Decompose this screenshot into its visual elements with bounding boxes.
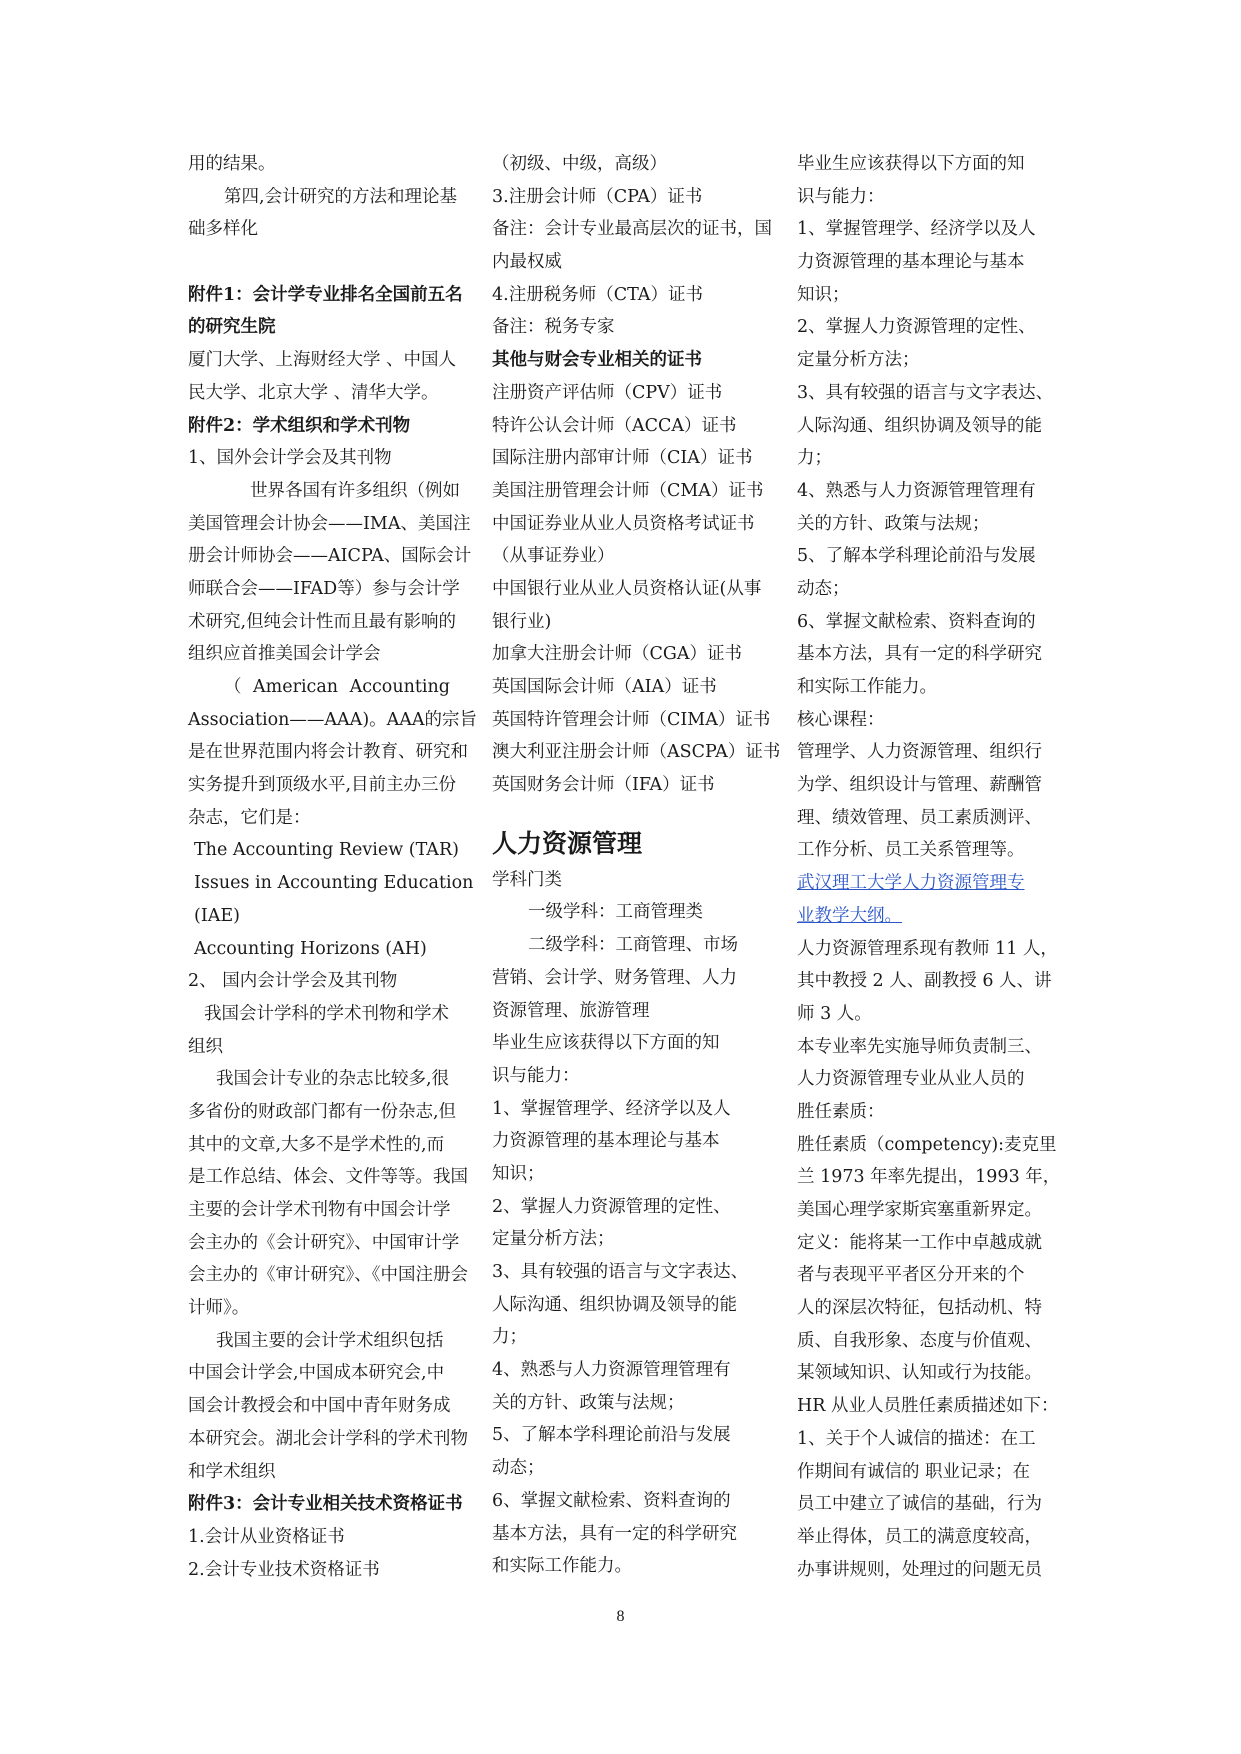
other-certificates-heading: 其他与财会专业相关的证书 <box>492 350 702 371</box>
syllabus-link-line <box>797 900 1063 933</box>
text-line: 组织 <box>188 1036 223 1057</box>
text-line: 英国国际会计师（AIA）证书 <box>492 677 717 697</box>
text-line: 会主办的《会计研究》、中国审计学 <box>188 1232 460 1253</box>
text-line: 核心课程： <box>797 709 885 730</box>
text-line: 民大学、北京大学 、清华大学。 <box>188 382 439 403</box>
text-line: 动态； <box>797 578 850 599</box>
text-line: 是在世界范围内将会计教育、研究和 <box>188 742 468 763</box>
text-line: 定量分析方法； <box>797 350 920 371</box>
text-line: 人际沟通、组织协调及领导的能 <box>492 1294 737 1315</box>
text-line: 我国会计学科的学术刊物和学术 <box>204 1003 449 1024</box>
text-line: 作期间有诚信的 职业记录；在 <box>797 1461 1031 1482</box>
text-line: 澳大利亚注册会计师（ASCPA）证书 <box>492 742 781 763</box>
column-1 <box>188 148 478 1586</box>
appendix-1-heading-cont: 的研究生院 <box>188 317 276 338</box>
text-line: 某领域知识、认知或行为技能。 <box>797 1363 1042 1384</box>
text-line: 特许公认会计师（ACCA）证书 <box>492 415 737 436</box>
text-line: 5、了解本学科理论前沿与发展 <box>492 1425 731 1446</box>
text-line: 册会计师协会——AICPA、国际会计 <box>188 546 472 567</box>
text-line: （从事证券业） <box>492 546 615 567</box>
text-line: 1、掌握管理学、经济学以及人 <box>797 219 1036 240</box>
text-line: 2、掌握人力资源管理的定性、 <box>492 1196 731 1217</box>
text-line: 定量分析方法； <box>492 1229 615 1250</box>
text-line: 第四,会计研究的方法和理论基 <box>224 186 458 207</box>
text-line: 师 3 人。 <box>797 1003 872 1024</box>
text-line: 毕业生应该获得以下方面的知 <box>797 154 1025 174</box>
text-line: 3.注册会计师（CPA）证书 <box>492 186 703 207</box>
text-line: 识与能力： <box>797 186 885 207</box>
text-line: 会主办的《审计研究》、《中国注册会 <box>188 1265 468 1286</box>
text-line: 兰 1973 年率先提出，1993 年， <box>797 1167 1061 1188</box>
text-line: 实务提升到顶级水平,目前主办三份 <box>188 775 457 796</box>
text-line: 美国注册管理会计师（CMA）证书 <box>492 480 764 501</box>
text-line: 备注：会计专业最高层次的证书，国 <box>492 219 772 240</box>
text-line: 4.注册税务师（CTA）证书 <box>492 284 703 305</box>
text-line: 和学术组织 <box>188 1461 276 1482</box>
text-line: 3、具有较强的语言与文字表达、 <box>797 382 1054 403</box>
text-line: 师联合会——IFAD等）参与会计学 <box>188 578 460 599</box>
text-line: 组织应首推美国会计学会 <box>188 644 381 665</box>
text-line: 关的方针、政策与法规； <box>797 513 990 534</box>
text-line: 2、 国内会计学会及其刊物 <box>188 971 398 992</box>
text-line: 营销、会计学、财务管理、人力 <box>492 967 737 988</box>
journal-title: Issues in Accounting Education <box>194 873 474 894</box>
text-line: 管理学、人力资源管理、组织行 <box>797 742 1042 763</box>
text-line: 中国银行业从业人员资格认证(从事 <box>492 578 762 599</box>
text-line: 多省份的财政部门都有一份杂志,但 <box>188 1101 457 1122</box>
text-line: 4、熟悉与人力资源管理管理有 <box>492 1360 731 1381</box>
text-line: 力； <box>492 1327 527 1348</box>
journal-title: Accounting Horizons (AH) <box>194 938 427 959</box>
text-line: 员工中建立了诚信的基础，行为 <box>797 1494 1042 1515</box>
text-line: 和实际工作能力。 <box>492 1556 632 1577</box>
text-line: 加拿大注册会计师（CGA）证书 <box>492 644 743 665</box>
appendix-3-heading: 附件3：会计专业相关技术资格证书 <box>188 1494 463 1515</box>
text-line: 力； <box>797 448 832 469</box>
journal-title: (IAE) <box>194 905 240 926</box>
text-line: 本专业率先实施导师负责制三、 <box>797 1036 1042 1057</box>
text-line: 二级学科：工商管理、市场 <box>528 935 738 956</box>
text-line: 资源管理、旅游管理 <box>492 1000 650 1021</box>
syllabus-link[interactable]: 武汉理工大学人力资源管理专 <box>797 873 1025 894</box>
text-line: 3、具有较强的语言与文字表达、 <box>492 1262 749 1282</box>
text-line: 和实际工作能力。 <box>797 677 937 697</box>
appendix-1-heading: 附件1：会计学专业排名全国前五名 <box>188 284 463 305</box>
text-line: 备注：税务专家 <box>492 317 615 338</box>
text-line: 6、掌握文献检索、资料查询的 <box>797 611 1036 632</box>
text-line: 知识； <box>797 284 850 305</box>
text-line: 为学、组织设计与管理、薪酬管 <box>797 775 1042 796</box>
text-line: 毕业生应该获得以下方面的知 <box>492 1033 720 1054</box>
text-line: 者与表现平平者区分开来的个 <box>797 1265 1025 1286</box>
text-line: 用的结果。 <box>188 154 276 174</box>
appendix-2-heading: 附件2：学术组织和学术刊物 <box>188 415 411 436</box>
section-heading: 人力资源管理 <box>492 828 643 858</box>
text-line: 知识； <box>492 1163 545 1184</box>
blank-line <box>188 246 450 279</box>
text-line: 力资源管理的基本理论与基本 <box>492 1131 720 1152</box>
text-line: 办事讲规则，处理过的问题无员 <box>797 1559 1042 1580</box>
text-fragment: American <box>253 677 339 697</box>
text-line: 内最权威 <box>492 252 562 273</box>
text-line: 术研究,但纯会计性而且最有影响的 <box>188 611 457 632</box>
text-line: 人际沟通、组织协调及领导的能 <box>797 415 1042 436</box>
text-line: 中国会计学会,中国成本研究会,中 <box>188 1363 445 1384</box>
text-line: 注册资产评估师（CPV）证书 <box>492 382 723 403</box>
text-line: 胜任素质： <box>797 1101 885 1122</box>
text-line: 识与能力： <box>492 1065 580 1086</box>
text-line: 国际注册内部审计师（CIA）证书 <box>492 448 753 469</box>
text-line: 人力资源管理专业从业人员的 <box>797 1069 1025 1090</box>
text-line: 4、熟悉与人力资源管理管理有 <box>797 480 1036 501</box>
text-line: 工作分析、员工关系管理等。 <box>797 840 1025 861</box>
text-line: 举止得体，员工的满意度较高， <box>797 1526 1042 1547</box>
syllabus-link-line <box>797 867 1063 900</box>
text-line: 美国管理会计协会——IMA、美国注 <box>188 513 471 534</box>
text-line: 英国特许管理会计师（CIMA）证书 <box>492 709 771 730</box>
text-line: 力资源管理的基本理论与基本 <box>797 252 1025 273</box>
text-line: 2、掌握人力资源管理的定性、 <box>797 317 1036 338</box>
text-line: 学科门类 <box>492 869 562 890</box>
text-line: 1、掌握管理学、经济学以及人 <box>492 1098 731 1119</box>
text-line: 计师》。 <box>188 1298 250 1319</box>
text-line: 人的深层次特征，包括动机、特 <box>797 1298 1042 1319</box>
text-line: 世界各国有许多组织（例如 <box>250 480 460 501</box>
text-line: 我国主要的会计学术组织包括 <box>216 1330 444 1351</box>
text-line: 动态； <box>492 1458 545 1479</box>
text-line: 2.会计专业技术资格证书 <box>188 1559 380 1580</box>
column-3 <box>797 148 1063 1586</box>
text-line: 5、了解本学科理论前沿与发展 <box>797 546 1036 567</box>
text-fragment: （ <box>224 677 242 697</box>
text-line: 是工作总结、体会、文件等等。我国 <box>188 1167 468 1188</box>
text-line: 关的方针、政策与法规； <box>492 1392 685 1413</box>
text-line: 一级学科：工商管理类 <box>528 902 703 923</box>
page-number: 8 <box>616 1608 625 1625</box>
text-line: 人力资源管理系现有教师 11 人， <box>797 938 1058 959</box>
text-line: 国会计教授会和中国中青年财务成 <box>188 1396 451 1417</box>
text-line: （初级、中级，高级） <box>492 154 667 174</box>
column-2 <box>492 148 781 1583</box>
text-line: 我国会计专业的杂志比较多,很 <box>216 1069 450 1090</box>
journal-title: The Accounting Review (TAR) <box>194 840 459 861</box>
text-line: 美国心理学家斯宾塞重新界定。 <box>797 1200 1042 1220</box>
syllabus-link-cont[interactable]: 业教学大纲。 <box>797 905 902 926</box>
text-line: 理、绩效管理、员工素质测评、 <box>797 807 1042 828</box>
text-line: 杂志，它们是： <box>188 807 311 828</box>
text-line: 质、自我形象、态度与价值观、 <box>797 1330 1042 1351</box>
text-line: 银行业) <box>492 611 552 632</box>
text-line: 定义：能将某一工作中卓越成就 <box>797 1232 1042 1253</box>
text-line: 1.会计从业资格证书 <box>188 1526 345 1547</box>
text-line: 其中教授 2 人、副教授 6 人、讲 <box>797 971 1052 992</box>
text-line: 1、关于个人诚信的描述：在工 <box>797 1428 1036 1449</box>
text-line: 胜任素质（competency):麦克里 <box>797 1134 1057 1155</box>
text-line: 1、国外会计学会及其刊物 <box>188 448 392 469</box>
text-line: 中国证券业从业人员资格考试证书 <box>492 513 755 534</box>
text-line: 本研究会。湖北会计学科的学术刊物 <box>188 1428 468 1449</box>
text-line: HR 从业人员胜任素质描述如下： <box>797 1396 1059 1417</box>
text-line: 英国财务会计师（IFA）证书 <box>492 775 715 796</box>
text-fragment: Accounting <box>349 677 450 697</box>
text-line: 厦门大学、上海财经大学 、中国人 <box>188 350 457 371</box>
text-line: 基本方法，具有一定的科学研究 <box>492 1523 737 1544</box>
text-line: 其中的文章,大多不是学术性的,而 <box>188 1134 445 1155</box>
text-line-justified <box>188 671 450 704</box>
text-line: 基本方法，具有一定的科学研究 <box>797 644 1042 665</box>
text-line: 主要的会计学术刊物有中国会计学 <box>188 1200 451 1220</box>
text-line: 础多样化 <box>188 219 258 240</box>
text-line: Association——AAA)。AAA的宗旨 <box>188 709 478 730</box>
text-line: 6、掌握文献检索、资料查询的 <box>492 1490 731 1511</box>
